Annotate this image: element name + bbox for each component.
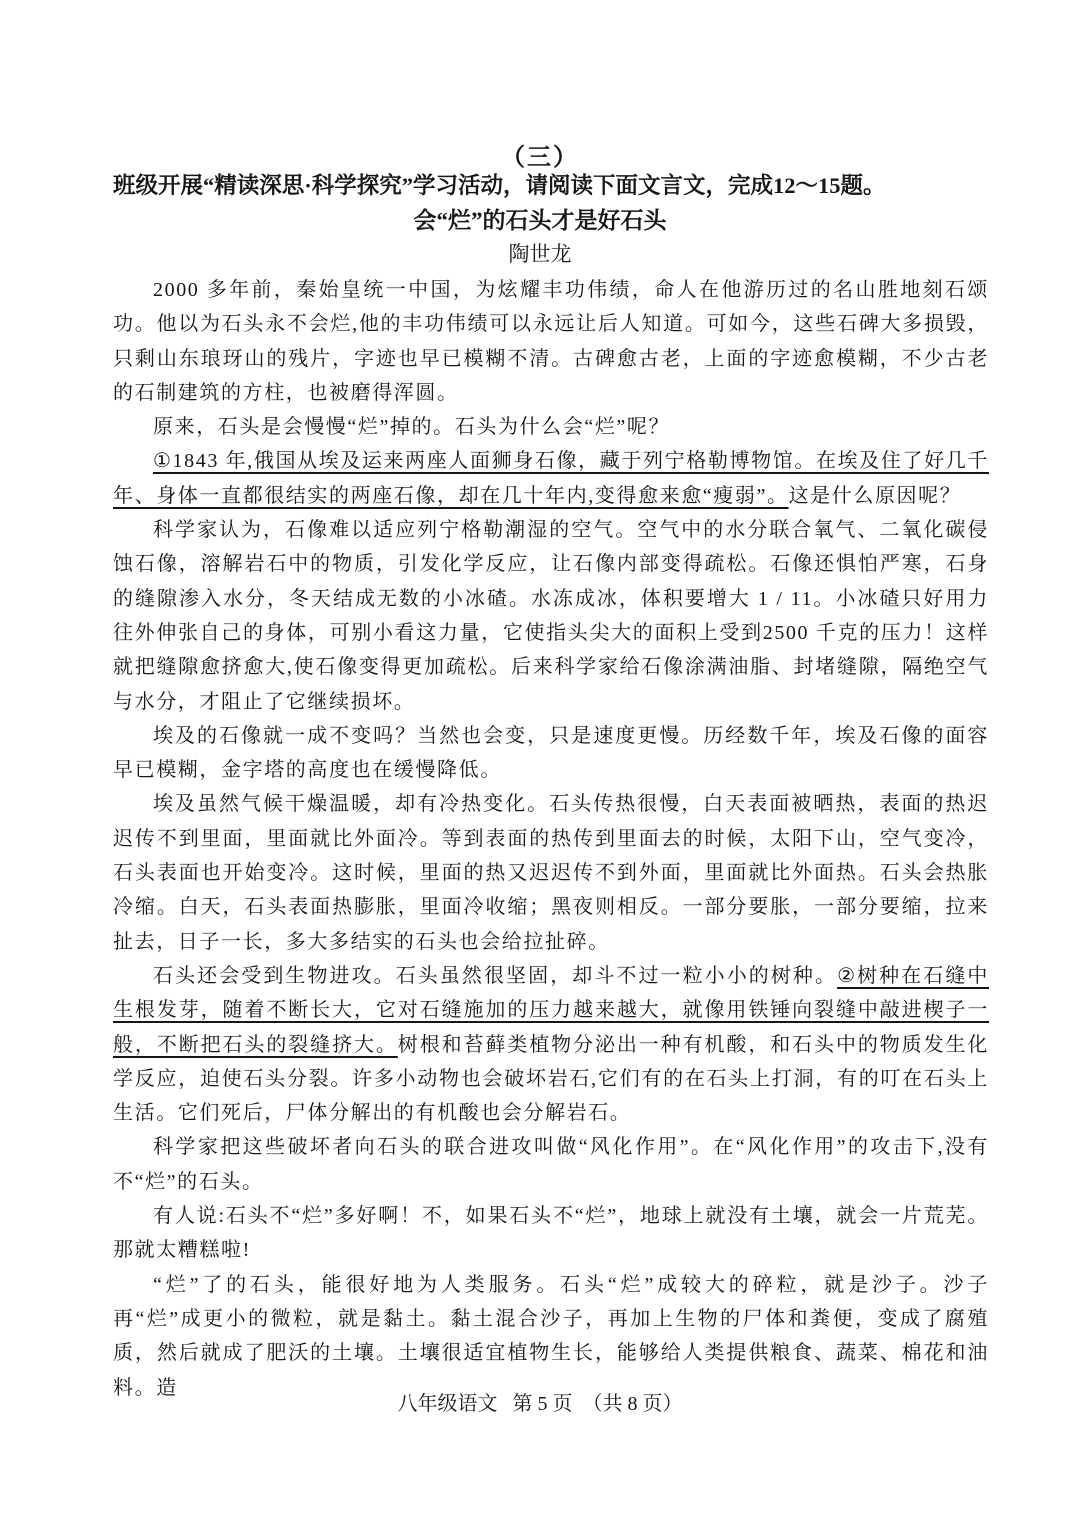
underlined-sentence-2: ②树种在石缝中生根发芽，随着不断长大，它对石缝施加的压力越来越大，就像用铁锤向裂缝中敲进楔子一般，不断把石头的裂缝挤大。 bbox=[113, 964, 989, 1056]
paragraph-4: 科学家认为，石像难以适应列宁格勒潮湿的空气。空气中的水分联合氧气、二氧化碳侵蚀石像，溶解岩石中的物质，引发化学反应，让石像内部变得疏松。石像还惧怕严寒，石身的缝隙渗入水分，冬天结成无数的小冰碴。水冻成冰，体积要增大 1 / 11。小冰碴只好用力往外伸张自己的身体，可别小看这力量，它使指头尖大的面积上受到2500 千克的压力！这样就把缝隙愈挤愈大,使石像变得更加疏松。后来科学家给石像涂满油脂、封堵缝隙，隔绝空气与水分，才阻止了它继续损坏。 bbox=[113, 519, 989, 713]
paragraph-2: 原来，石头是会慢慢“烂”掉的。石头为什么会“烂”呢？ bbox=[153, 416, 671, 439]
article-title: 会“烂”的石头才是好石头 bbox=[413, 208, 667, 233]
page-footer: 八年级语文 第 5 页 （共 8 页） bbox=[397, 1393, 683, 1415]
paragraph-7-tail: 树根和苔藓类植物分泌出一种有机酸，和石头中的物质发生化学反应，迫使石头分裂。许多小动物也会破坏岩石,它们有的在石头上打洞，有的叮在石头上生活。它们死后，尸体分解出的有机酸也会分解岩石。 bbox=[113, 1033, 989, 1125]
activity-instruction: 班级开展“精读深思·科学探究”学习活动，请阅读下面文言文，完成12～15题。 bbox=[113, 173, 886, 198]
paragraph-9: 有人说:石头不“烂”多好啊！不，如果石头不“烂”，地球上就没有土壤，就会一片荒芜。那就太糟糕啦! bbox=[113, 1205, 989, 1262]
paragraph-7-head: 石头还会受到生物进攻。石头虽然很坚固，却斗不过一粒小小的树种。 bbox=[153, 964, 838, 987]
paragraph-8: 科学家把这些破坏者向石头的联合进攻叫做“风化作用”。在“风化作用”的攻击下,没有不“烂”的石头。 bbox=[113, 1136, 989, 1193]
paragraph-6: 埃及虽然气候干燥温暖，却有冷热变化。石头传热很慢，白天表面被晒热，表面的热迟迟传不到里面，里面就比外面冷。等到表面的热传到里面去的时候，太阳下山，空气变冷，石头表面也开始变冷。这时候，里面的热又迟迟传不到外面，里面就比外面热。石头会热胀冷缩。白天，石头表面热膨胀，里面冷收缩；黑夜则相反。一部分要胀，一部分要缩，拉来扯去，日子一长，多大多结实的石头也会给拉扯碎。 bbox=[113, 793, 989, 953]
underlined-sentence-1: ①1843 年,俄国从埃及运来两座人面狮身石像，藏于列宁格勒博物馆。在埃及住了好几千年、身体一直都很结实的两座石像，却在几十年内,变得愈来愈“瘦弱”。 bbox=[113, 450, 989, 507]
article-body bbox=[113, 273, 989, 1405]
paragraph-10: “烂”了的石头，能很好地为人类服务。石头“烂”成较大的碎粒，就是沙子。沙子再“烂”成更小的微粒，就是黏土。黏土混合沙子，再加上生物的尸体和粪便，变成了腐殖质，然后就成了肥沃的土壤。土壤很适宜植物生长，能够给人类提供粮食、蔬菜、棉花和油料。造 bbox=[113, 1273, 989, 1399]
article-author: 陶世龙 bbox=[508, 242, 572, 266]
paragraph-3-tail: 这是什么原因呢？ bbox=[788, 484, 962, 507]
paragraph-7 bbox=[113, 959, 989, 1130]
section-number: （三） bbox=[501, 145, 579, 171]
paragraph-3 bbox=[113, 444, 989, 513]
paragraph-5: 埃及的石像就一成不变吗？当然也会变，只是速度更慢。历经数千年，埃及石像的面容早已模糊，金字塔的高度也在缓慢降低。 bbox=[113, 724, 989, 782]
paragraph-1: 2000 多年前，秦始皇统一中国，为炫耀丰功伟绩，命人在他游历过的名山胜地刻石颂功。他以为石头永不会烂,他的丰功伟绩可以永远让后人知道。可如今，这些石碑大多损毁，只剩山东琅玡山的残片，字迹也早已模糊不清。古碑愈古老，上面的字迹愈模糊，不少古老的石制建筑的方柱，也被磨得浑圆。 bbox=[113, 279, 989, 404]
